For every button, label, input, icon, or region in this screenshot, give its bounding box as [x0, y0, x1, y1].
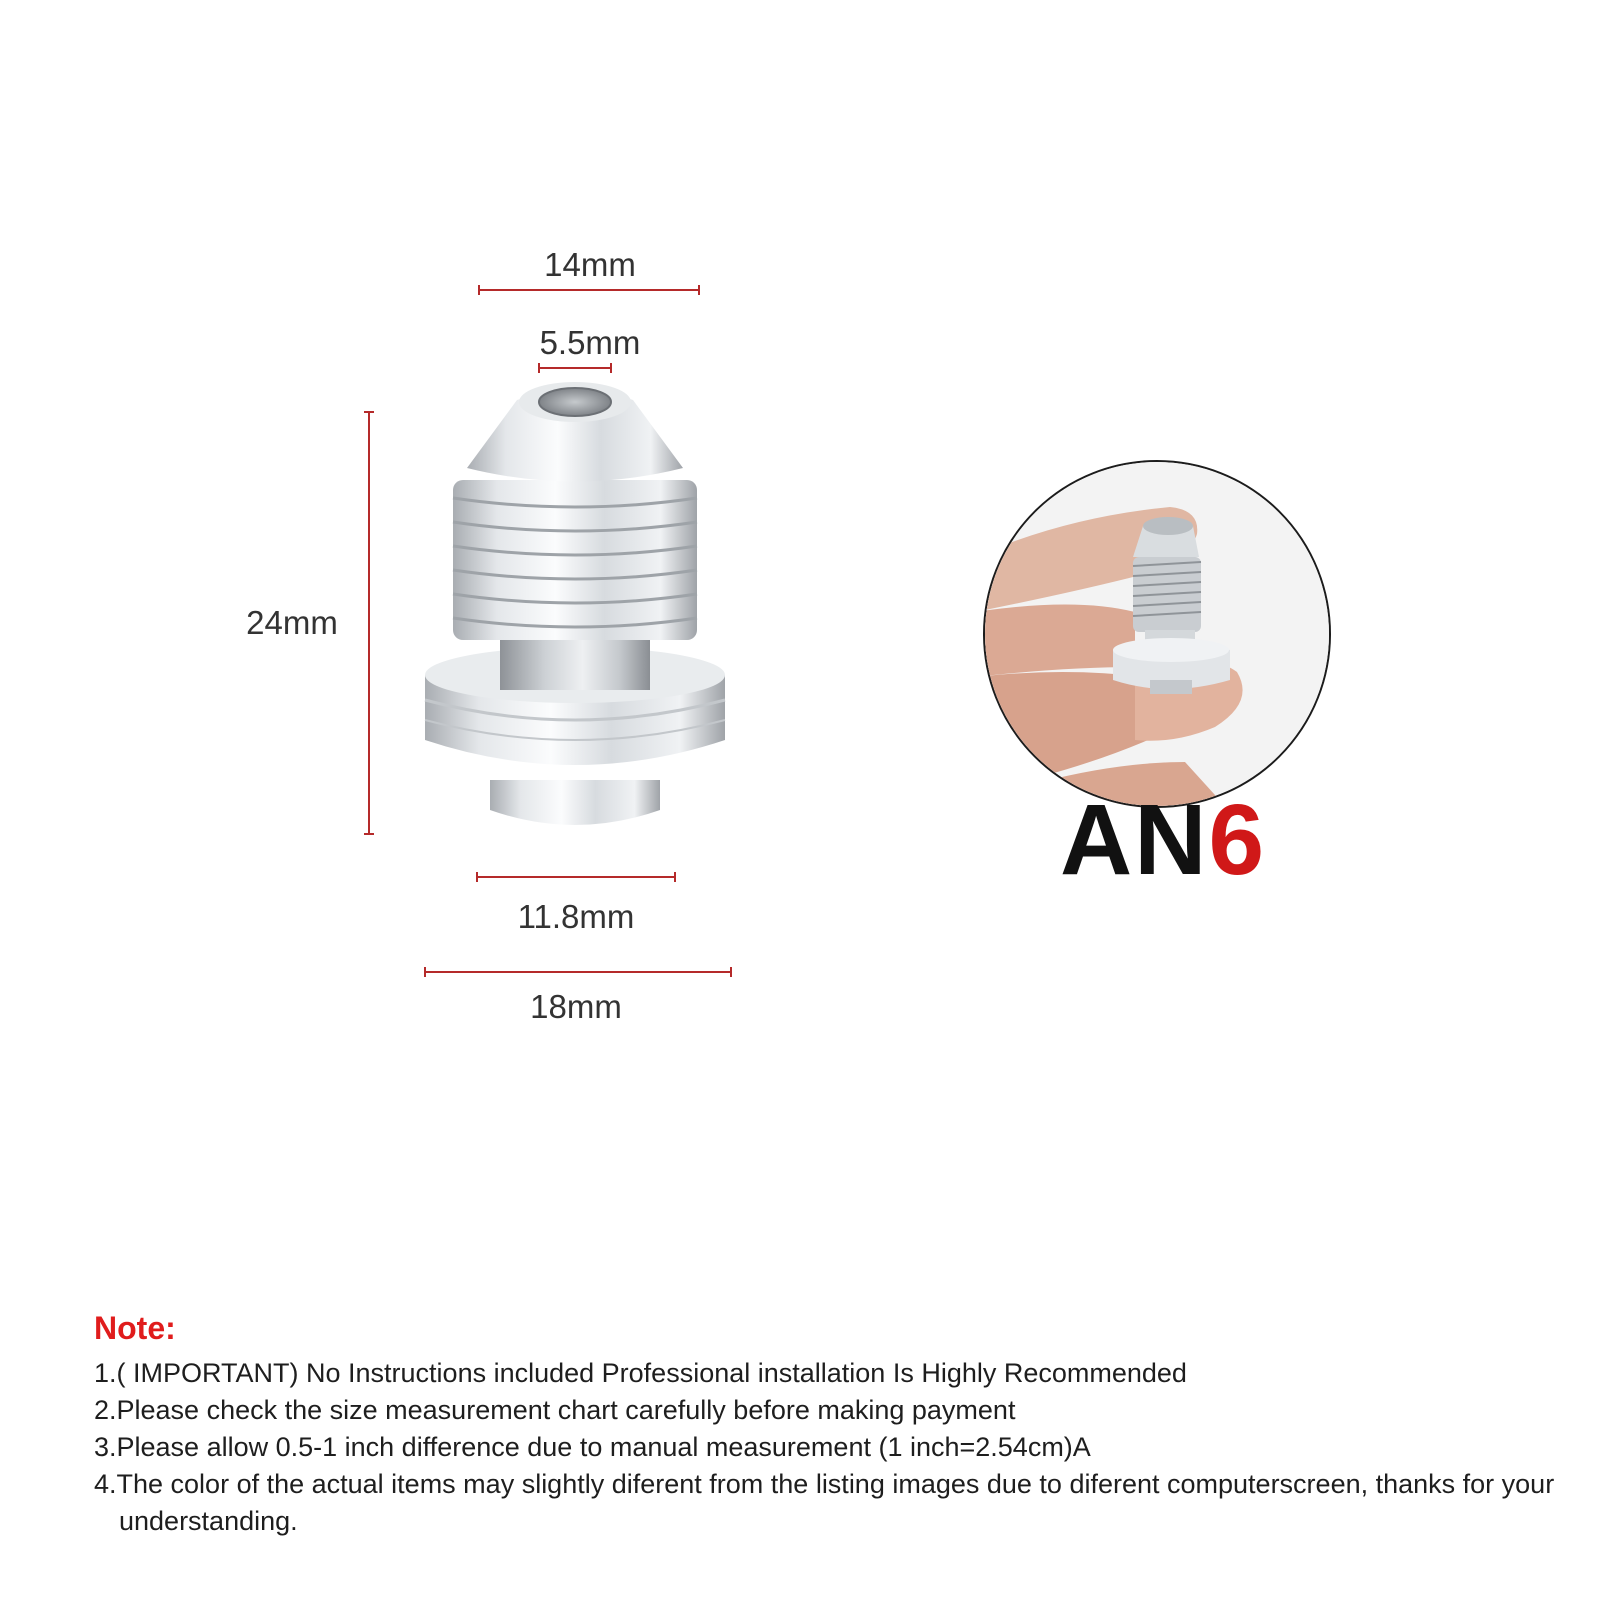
hand-holding-fitting-icon	[985, 462, 1329, 806]
inset-photo-hand-holding-fitting	[983, 460, 1331, 808]
product-fitting-image	[405, 380, 745, 860]
dimension-line-base-inner-width	[476, 876, 676, 878]
an-size-number: 6	[1208, 784, 1267, 896]
note-item: 4.The color of the actual items may slightly diferent from the listing images due to diferent computerscreen, thanks for your understanding.	[94, 1469, 1555, 1536]
notes-section	[94, 1310, 1574, 1540]
notes-title: Note:	[94, 1310, 176, 1346]
dimension-label-base-outer-width: 18mm	[530, 988, 622, 1025]
dimension-line-base-outer-width	[424, 971, 732, 973]
dimension-label-height: 24mm	[246, 604, 338, 641]
note-item: 3.Please allow 0.5-1 inch difference due to manual measurement (1 inch=2.54cm)A	[94, 1432, 1091, 1462]
dimension-line-top-width	[478, 289, 700, 291]
dimension-label-base-inner-width: 11.8mm	[517, 898, 635, 935]
dimension-label-hole-diameter: 5.5mm	[539, 324, 641, 361]
note-item: 2.Please check the size measurement chart carefully before making payment	[94, 1395, 1016, 1425]
an-size-label	[1060, 784, 1267, 896]
dimension-label-top-width: 14mm	[544, 246, 636, 283]
dimension-line-hole-diameter	[538, 367, 612, 369]
note-item: 1.( IMPORTANT) No Instructions included Professional installation Is Highly Recommended	[94, 1358, 1187, 1388]
dimension-line-height	[368, 411, 370, 835]
an-size-prefix: AN	[1060, 784, 1209, 896]
